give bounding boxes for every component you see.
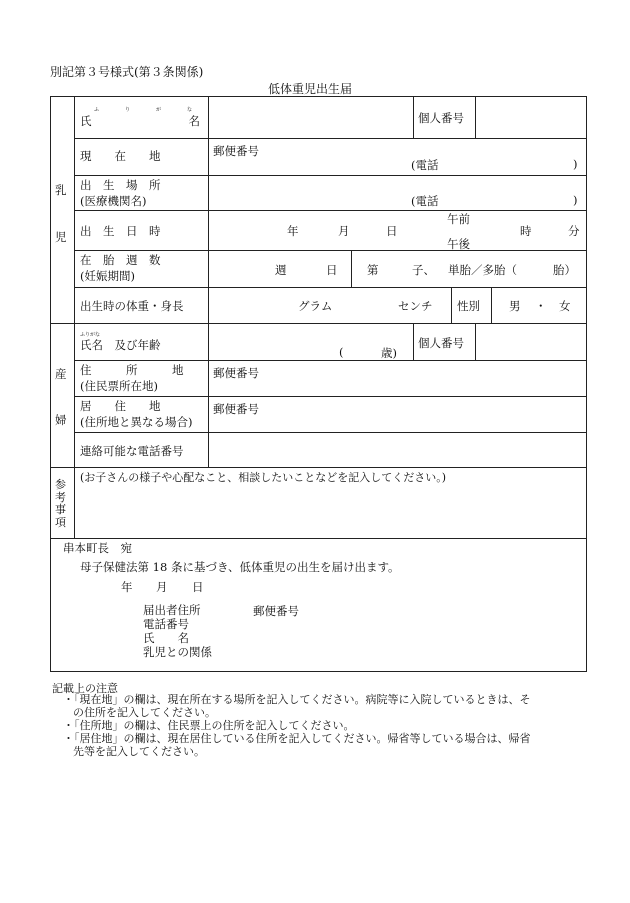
birth-datetime-label: 出 生 日 時 — [80, 224, 161, 238]
form-title: 低体重児出生届 — [268, 82, 353, 96]
contact-phone-field[interactable] — [210, 434, 585, 466]
mother-my-number-field[interactable] — [477, 325, 585, 359]
notes-field[interactable] — [76, 485, 585, 536]
section-label-infant: 乳 — [55, 183, 67, 197]
applicant-labels — [143, 603, 212, 659]
addressee: 串本町長 宛 — [63, 541, 132, 555]
infant-phone-close: ) — [573, 157, 578, 171]
instruction-item: ・「住所地」の欄は、住民票上の住所を記入してください。 — [63, 719, 355, 732]
col-divider — [413, 96, 414, 138]
mother-residence-field[interactable] — [210, 398, 585, 431]
height-cm-unit: センチ — [398, 299, 433, 313]
declaration-year-unit: 年 — [121, 580, 133, 594]
instruction-item: 先等を記入してください。 — [73, 745, 205, 758]
birth-day-unit: 日 — [386, 224, 398, 238]
mother-address-label: 住 所 地 (住民票所在地) — [80, 363, 184, 393]
mother-age-unit: 歳) — [381, 346, 397, 360]
multiple-birth-suffix: 胎） — [553, 263, 576, 277]
col-divider — [351, 250, 352, 287]
row-divider — [74, 360, 587, 361]
gestation-week-unit: 週 — [275, 263, 287, 277]
row-divider — [74, 210, 587, 211]
mother-address-field[interactable] — [210, 362, 585, 395]
infant-name-ruby: ふ り が な 氏 名 — [80, 107, 200, 128]
instructions-heading: 記載上の注意 — [52, 682, 118, 695]
birth-year-unit: 年 — [287, 224, 299, 238]
declaration-statement: 母子保健法第 18 条に基づき、低体重児の出生を届け出ます。 — [80, 560, 400, 574]
weight-gram-unit: グラム — [298, 299, 333, 313]
weight-height-label: 出生時の体重・身長 — [80, 299, 184, 313]
birth-am-option[interactable]: 午前 — [447, 212, 470, 226]
section-label-mother: 産 — [55, 367, 67, 381]
row-divider — [74, 250, 587, 251]
col-divider — [74, 96, 75, 538]
infant-birthplace-phone-close: ) — [573, 193, 578, 207]
col-divider — [451, 287, 452, 323]
infant-address-label: 現 在 地 — [80, 149, 161, 163]
instruction-item: の住所を記入してください。 — [73, 706, 216, 719]
birth-minute-unit: 分 — [568, 224, 580, 238]
mother-residence-label: 居 住 地 (住所地と異なる場合) — [80, 399, 193, 429]
col-divider — [475, 323, 476, 360]
row-divider — [74, 432, 587, 433]
mother-my-number-label: 個人番号 — [418, 336, 464, 350]
sex-label: 性別 — [457, 299, 480, 313]
col-divider — [475, 96, 476, 138]
mother-address-postal: 郵便番号 — [213, 366, 259, 380]
contact-phone-label: 連絡可能な電話番号 — [80, 444, 184, 458]
sex-female-option[interactable]: 女 — [559, 299, 571, 313]
mother-name-ruby: ふりがな — [80, 332, 101, 338]
applicant-name-label: 氏 名 — [143, 631, 189, 645]
form-number: 別記第３号様式(第３条関係) — [50, 65, 204, 79]
infant-address-field[interactable] — [210, 140, 585, 174]
instruction-item: ・「居住地」の欄は、現在居住している住所を記入してください。帰省等している場合は、帰省 — [63, 732, 531, 745]
infant-my-number-label: 個人番号 — [418, 111, 464, 125]
applicant-phone-label: 電話番号 — [143, 617, 189, 631]
gestation-label: 在 胎 週 数 (妊娠期間) — [80, 253, 161, 283]
infant-phone-label: (電話 — [411, 158, 439, 172]
row-divider — [74, 175, 587, 176]
applicant-address-label: 届出者住所 — [143, 603, 201, 617]
infant-name-field[interactable] — [210, 98, 412, 137]
infant-birthplace-phone-label: (電話 — [411, 194, 439, 208]
sex-male-option[interactable]: 男 — [509, 299, 521, 313]
row-divider — [74, 396, 587, 397]
row-divider — [74, 138, 587, 139]
birth-order-prefix: 第 — [367, 263, 379, 277]
section-divider — [50, 538, 587, 539]
gestation-day-unit: 日 — [326, 263, 338, 277]
birth-hour-unit: 時 — [520, 224, 532, 238]
mother-residence-postal: 郵便番号 — [213, 402, 259, 416]
birth-month-unit: 月 — [338, 224, 350, 238]
infant-birthplace-label: 出 生 場 所 (医療機関名) — [80, 178, 161, 208]
infant-my-number-field[interactable] — [477, 98, 585, 137]
mother-age-open: ( — [339, 345, 344, 359]
birth-order-suffix: 子、 — [412, 263, 435, 277]
infant-birthplace-field[interactable] — [210, 177, 585, 209]
section-label-infant: 児 — [55, 230, 67, 244]
sex-separator: ・ — [535, 299, 547, 313]
infant-postal-label: 郵便番号 — [213, 144, 259, 158]
instructions-list — [63, 693, 531, 758]
section-label-notes: 参 考 事 項 — [55, 478, 66, 529]
notes-instruction: (お子さんの様子や心配なこと、相談したいことなどを記入してください。) — [80, 471, 447, 484]
section-divider — [50, 323, 587, 324]
mother-name-label: 氏名 及び年齢 — [80, 338, 161, 352]
instruction-item: ・「現在地」の欄は、現在所在する場所を記入してください。病院等に入院しているときは、そ — [63, 693, 531, 706]
applicant-relation-label: 乳児との関係 — [143, 645, 212, 659]
applicant-postal-label: 郵便番号 — [253, 604, 299, 618]
row-divider — [74, 287, 587, 288]
declaration-day-unit: 日 — [192, 580, 204, 594]
birth-pm-option[interactable]: 午後 — [447, 237, 470, 251]
section-divider — [50, 467, 587, 468]
col-divider — [413, 323, 414, 360]
section-label-mother: 婦 — [55, 413, 67, 427]
col-divider — [491, 287, 492, 323]
declaration-month-unit: 月 — [156, 580, 168, 594]
multiple-birth-label: 単胎／多胎（ — [448, 263, 517, 277]
